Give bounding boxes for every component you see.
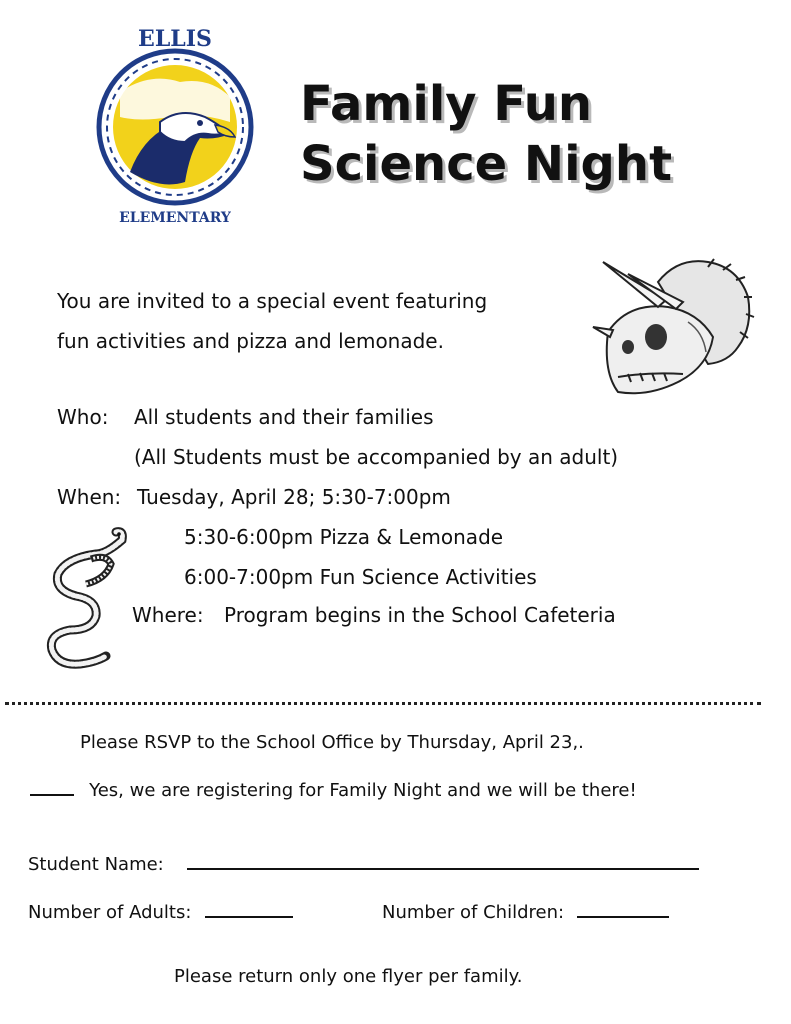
ellis-elementary-logo bbox=[90, 22, 260, 232]
footer-note: Please return only one flyer per family. bbox=[174, 966, 523, 987]
invite-line-2: fun activities and pizza and lemonade. bbox=[57, 329, 444, 353]
triceratops-skull-icon bbox=[588, 252, 758, 412]
schedule-activities: 6:00-7:00pm Fun Science Activities bbox=[184, 565, 537, 589]
logo-bottom-text: ELEMENTARY bbox=[119, 210, 231, 226]
adults-label: Number of Adults: bbox=[28, 902, 192, 923]
rsvp-instruction: Please RSVP to the School Office by Thursday, April 23,. bbox=[80, 732, 584, 753]
student-name-field[interactable] bbox=[187, 850, 699, 870]
student-name-row bbox=[28, 850, 699, 875]
rsvp-confirm-row bbox=[30, 776, 637, 801]
adults-row bbox=[28, 898, 293, 923]
page-title bbox=[300, 74, 672, 194]
rsvp-checkbox-line[interactable] bbox=[30, 776, 74, 796]
children-row bbox=[382, 898, 669, 923]
schedule-pizza: 5:30-6:00pm Pizza & Lemonade bbox=[184, 525, 504, 549]
children-label: Number of Children: bbox=[382, 902, 565, 923]
who-note: (All Students must be accompanied by an adult) bbox=[134, 445, 619, 469]
cut-line-divider bbox=[5, 702, 761, 705]
title-line-2: Science Night bbox=[300, 136, 673, 192]
when-label: When: bbox=[57, 485, 122, 509]
rsvp-confirm-text: Yes, we are registering for Family Night and we will be there! bbox=[89, 780, 637, 801]
invite-line-1: You are invited to a special event featuring bbox=[57, 289, 488, 313]
when-value: Tuesday, April 28; 5:30-7:00pm bbox=[137, 485, 451, 509]
who-value: All students and their families bbox=[134, 405, 434, 429]
title-line-1: Family Fun bbox=[300, 76, 593, 132]
where-value: Program begins in the School Cafeteria bbox=[224, 603, 616, 627]
where-label: Where: bbox=[132, 603, 204, 627]
children-field[interactable] bbox=[577, 898, 669, 918]
snake-icon bbox=[36, 524, 131, 676]
student-name-label: Student Name: bbox=[28, 854, 164, 875]
logo-top-text: ELLIS bbox=[138, 26, 212, 52]
adults-field[interactable] bbox=[205, 898, 293, 918]
who-label: Who: bbox=[57, 405, 109, 429]
